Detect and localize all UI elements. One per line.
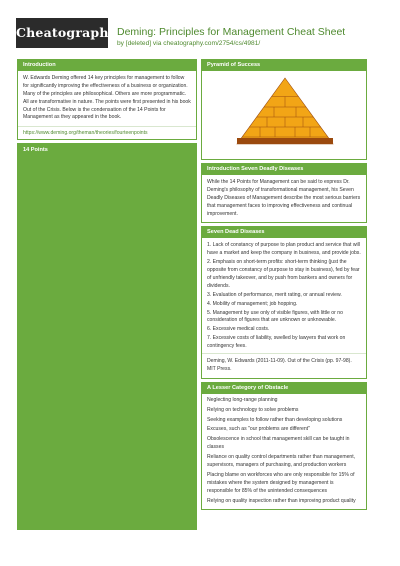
cheatography-logo[interactable]: Cheatography bbox=[16, 18, 108, 48]
lesser-obstacles-list bbox=[202, 394, 366, 509]
list-item: Placing blame on workforces who are only responsible for 15% of mistakes where the system designed by management is responsible for 85% of the unintended consequences bbox=[202, 471, 366, 497]
introduction-text: W. Edwards Deming offered 14 key principles for management to follow for significantly improving the effectiveness of a business or organization. Many of the principles are philosophical. Others are more programmatic. All are transformative in nature. The points were first presented in his book Out of the Crisis. Below is the condensation of the 14 Points for Management as they appeared in the book. bbox=[23, 75, 191, 121]
list-item: 3. Evaluation of performance, merit rating, or annual review. bbox=[207, 291, 342, 298]
byline-mid: via bbox=[151, 40, 164, 47]
left-column bbox=[17, 59, 197, 533]
list-item: Reliance on quality control departments rather than management, supervisors, managers of purchasing, and production workers bbox=[202, 453, 366, 471]
seven-deadly-intro-text: While the 14 Points for Management can be said to express Dr. Deming's philosophy of transformational management, his Seven Deadly Diseases of Management describe the most serious barriers that management faces to improving effectiveness and continual improvement. bbox=[207, 179, 361, 217]
author-link[interactable]: [deleted] bbox=[125, 40, 152, 47]
pyramid-graphic bbox=[235, 76, 335, 151]
page-header bbox=[0, 0, 400, 56]
introduction-section bbox=[17, 59, 197, 140]
list-item: 4. Mobility of management; job hopping. bbox=[207, 300, 298, 307]
list-item: 2. Emphasis on short-term profits: short-term thinking (just the opposite from constancy of purpose to stay in business), fed by fear of unfriendly takeover, and by push from bankers and owners for dividends. bbox=[207, 259, 360, 289]
deming-link[interactable]: https://www.deming.org/theman/theories/fourteenpoints bbox=[18, 126, 196, 139]
pyramid-of-success-image bbox=[202, 71, 366, 159]
list-item: Seeking examples to follow rather than developing solutions bbox=[202, 416, 366, 426]
list-item: 7. Excessive costs of liability, swelled by lawyers that work on contingency fees. bbox=[207, 335, 346, 350]
seven-deadly-list bbox=[202, 238, 366, 353]
list-item: Excuses, such as "our problems are different" bbox=[202, 425, 366, 435]
section-heading: Introduction Seven Deadly Diseases bbox=[202, 164, 366, 175]
section-heading: 14 Points bbox=[18, 144, 196, 156]
seven-deadly-section bbox=[201, 226, 367, 378]
byline-prefix: by bbox=[117, 40, 126, 47]
section-heading: Pyramid of Success bbox=[202, 60, 366, 71]
list-item: Relying on quality inspection rather than improving product quality bbox=[202, 497, 366, 507]
list-item: Obsolescence in school that management skill can be taught in classes bbox=[202, 435, 366, 453]
sheet-url-link[interactable]: cheatography.com/2754/cs/4981/ bbox=[163, 40, 261, 47]
byline bbox=[117, 40, 260, 47]
section-heading: Introduction bbox=[18, 60, 196, 71]
pyramid-section bbox=[201, 59, 367, 160]
section-heading: A Lesser Category of Obstacle bbox=[202, 383, 366, 394]
fourteen-points-section bbox=[17, 143, 197, 530]
list-item: 5. Management by use only of visible figures, with little or no consideration of figures that are unknown or unknowable. bbox=[207, 309, 343, 324]
page-title: Deming: Principles for Management Cheat Sheet bbox=[117, 26, 346, 38]
citation-text: Deming, W. Edwards (2011-11-09). Out of the Crisis (pp. 97-98). MIT Press. bbox=[202, 353, 366, 378]
list-item: 6. Excessive medical costs. bbox=[207, 326, 270, 333]
list-item: 1. Lack of constancy of purpose to plan product and service that will have a market and keep the company in business, and provide jobs. bbox=[207, 242, 361, 257]
seven-deadly-intro-section bbox=[201, 163, 367, 223]
right-column bbox=[201, 59, 367, 513]
list-item: Relying on technology to solve problems bbox=[202, 406, 366, 416]
section-heading: Seven Dead Diseases bbox=[202, 227, 366, 238]
lesser-obstacles-section bbox=[201, 382, 367, 510]
list-item: Neglecting long-range planning bbox=[202, 396, 366, 406]
